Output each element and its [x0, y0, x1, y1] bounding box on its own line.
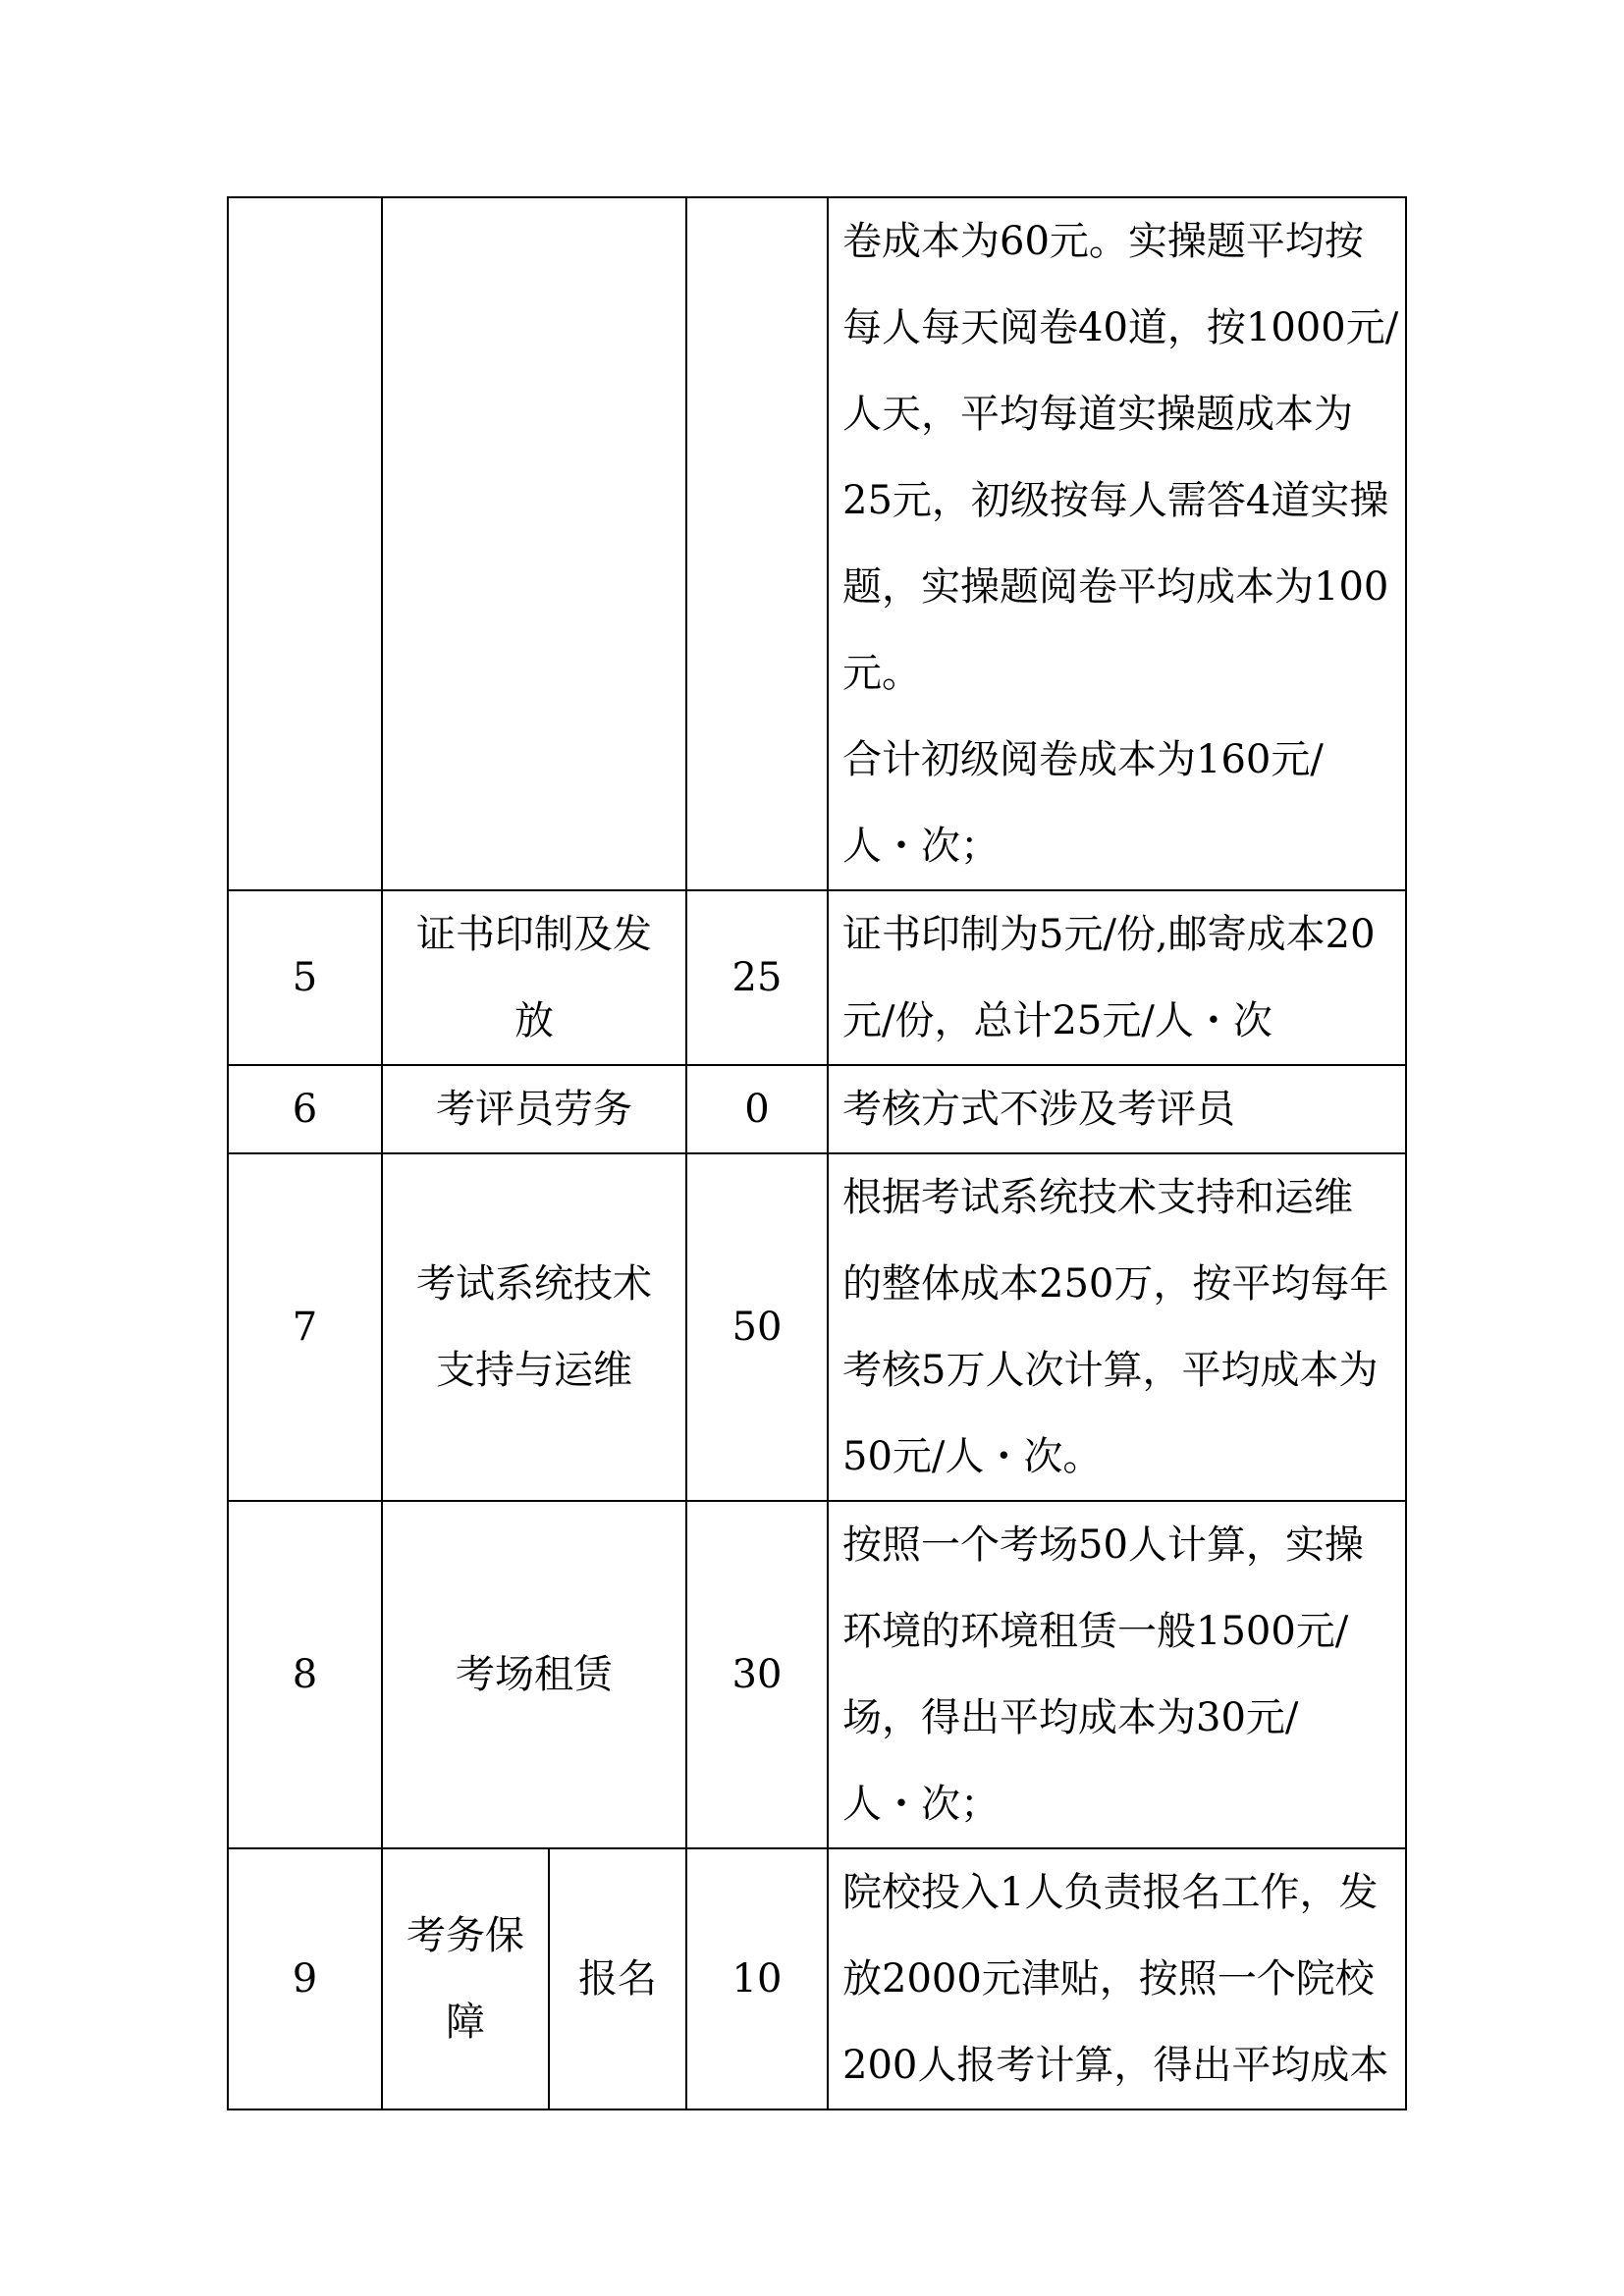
description-cell [828, 1501, 1406, 1848]
description-line: 按照一个考场50人计算，实操 [842, 1522, 1364, 1568]
table-row-continuation [228, 197, 1406, 890]
table-row [228, 1848, 1406, 2109]
description-line: 放2000元津贴，按照一个院校 [842, 1956, 1375, 2002]
description-line: 25元，初级按每人需答4道实操 [842, 478, 1389, 523]
item-cell [382, 1848, 549, 2109]
description-cell [828, 1065, 1406, 1153]
cost-cell: 30 [686, 1501, 828, 1848]
description-line: 合计初级阅卷成本为160元/ [842, 737, 1324, 782]
row-number: 6 [228, 1065, 382, 1153]
description-line: 每人每天阅卷40道，按1000元/ [842, 305, 1399, 350]
description-line: 人・次； [842, 1782, 1000, 1827]
description-line: 200人报考计算，得出平均成本 [842, 2043, 1389, 2088]
description-line: 的整体成本250万，按平均每年 [842, 1261, 1389, 1307]
no-cell-empty [228, 197, 382, 890]
item-cell-empty [382, 197, 686, 890]
description-line: 人天，平均每道实操题成本为 [842, 392, 1353, 437]
item-line: 考试系统技术 [416, 1261, 652, 1307]
description-line: 人・次； [842, 824, 1000, 869]
cost-cell: 25 [686, 890, 828, 1065]
description-line: 元/份，总计25元/人・次 [842, 998, 1272, 1043]
item-line: 证书印制及发 [416, 912, 652, 957]
table-row [228, 1501, 1406, 1848]
table-row [228, 1065, 1406, 1153]
item-line: 支持与运维 [436, 1348, 632, 1393]
description-line: 院校投入1人负责报名工作，发 [842, 1870, 1379, 1915]
description-line: 考核5万人次计算，平均成本为 [842, 1348, 1379, 1393]
description-line: 考核方式不涉及考评员 [842, 1087, 1235, 1132]
description-cell [828, 197, 1406, 890]
item-cell [382, 1065, 686, 1153]
description-line: 题，实操题阅卷平均成本为100 [842, 564, 1389, 610]
description-cell [828, 1848, 1406, 2109]
description-line: 50元/人・次。 [842, 1434, 1103, 1479]
cost-table [227, 196, 1407, 2110]
table-row [228, 890, 1406, 1065]
item-cell [382, 890, 686, 1065]
description-line: 环境的环境租赁一般1500元/ [842, 1609, 1349, 1654]
cost-cell: 0 [686, 1065, 828, 1153]
description-line: 元。 [842, 651, 921, 696]
row-number: 7 [228, 1153, 382, 1501]
description-cell [828, 1153, 1406, 1501]
item-line: 障 [446, 2000, 485, 2045]
row-number: 9 [228, 1848, 382, 2109]
cost-cell: 10 [686, 1848, 828, 2109]
row-number: 5 [228, 890, 382, 1065]
item-line: 考务保 [406, 1913, 524, 1958]
description-line: 卷成本为60元。实操题平均按 [842, 219, 1364, 264]
item-cell [382, 1153, 686, 1501]
table-row [228, 1153, 1406, 1501]
item-line: 考场租赁 [456, 1652, 613, 1697]
row-number: 8 [228, 1501, 382, 1848]
sub-item-cell: 报名 [549, 1848, 686, 2109]
cost-cell-empty [686, 197, 828, 890]
cost-cell: 50 [686, 1153, 828, 1501]
description-cell [828, 890, 1406, 1065]
description-line: 证书印制为5元/份,邮寄成本20 [842, 912, 1376, 957]
description-line: 场，得出平均成本为30元/ [842, 1695, 1299, 1740]
item-cell [382, 1501, 686, 1848]
item-line: 放 [514, 998, 554, 1043]
description-line: 根据考试系统技术支持和运维 [842, 1175, 1353, 1220]
item-line: 考评员劳务 [436, 1087, 632, 1132]
